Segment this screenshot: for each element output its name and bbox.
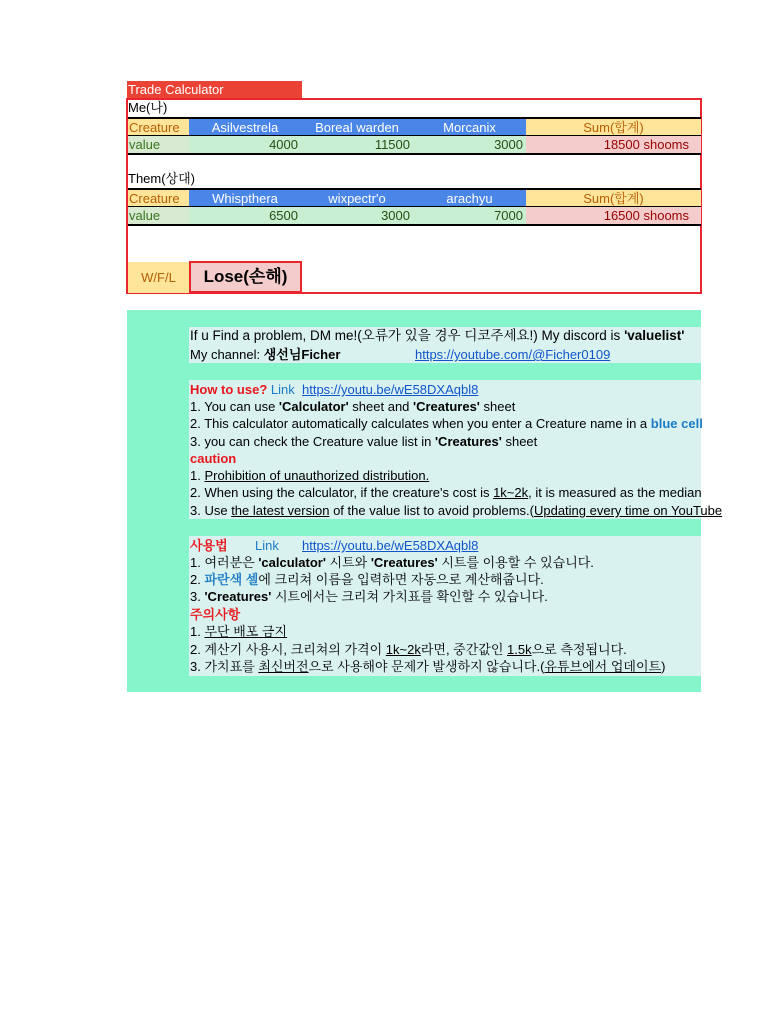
problem-text: If u Find a problem, DM me!(오류가 있을 경우 디코주세요!) My discord is [190, 328, 625, 343]
ko-title: 사용법 [190, 538, 228, 553]
them-sum-label: Sum(합계) [526, 190, 701, 206]
caution-title: caution [190, 451, 237, 466]
them-creature-row [128, 188, 701, 207]
them-value-row [128, 207, 701, 226]
them-creature-3[interactable]: arachyu [413, 190, 526, 206]
ko-link-label: Link [255, 538, 279, 553]
kc2-range: 1k~2k [385, 642, 421, 657]
wfl-label: W/F/L [128, 262, 189, 293]
me-sum-label: Sum(합계) [526, 119, 701, 135]
result-value: Lose(손해) [189, 261, 302, 293]
ko-caution-2 [190, 641, 627, 658]
me-value-row [128, 136, 701, 155]
caution-3-updating: Updating every time on YouTube [533, 503, 723, 518]
en-step-2 [190, 415, 701, 432]
them-creature-2[interactable]: wixpectr'o [301, 190, 413, 206]
channel-name: 생선님Ficher [263, 347, 341, 362]
en2-blue-cell: blue cell [650, 416, 703, 431]
caution-2 [190, 484, 701, 501]
caution-2-a: 2. When using the calculator, if the creature's cost is [190, 485, 494, 500]
caution-3-c: of the value list to avoid problems.( [329, 503, 534, 518]
ko-step-3 [190, 588, 548, 605]
ko-step-1 [190, 554, 594, 571]
how-to-use-line [190, 381, 295, 398]
how-link-label: Link [270, 382, 295, 397]
kc2-e: 으로 측정됩니다. [531, 642, 627, 657]
en1-sheet: sheet [479, 399, 516, 414]
discord-name: 'valuelist' [624, 328, 685, 343]
kc3-e: ) [661, 659, 666, 674]
caution-1: 1. Prohibition of unauthorized distribution. [190, 468, 430, 483]
kc3-latest: 최신버전 [258, 659, 309, 674]
ko1-c: 시트와 [325, 555, 371, 570]
en-step-3 [190, 433, 537, 450]
them-label: Them(상대) [128, 171, 196, 186]
ko2-blue-cell: 파란색 셀 [204, 572, 259, 587]
channel-link[interactable]: https://youtube.com/@Ficher0109 [415, 347, 611, 362]
ko2-c: 에 크리쳐 이름을 입력하면 자동으로 계산해줍니다. [258, 572, 544, 587]
en1-creatures: 'Creatures' [413, 399, 480, 414]
me-creature-1[interactable]: Asilvestrela [189, 119, 301, 135]
caution-3 [190, 502, 723, 519]
caution-2-range: 1k~2k [493, 485, 529, 500]
how-to-use-title: How to use? [190, 382, 268, 397]
en1-text: 1. You can use [190, 399, 279, 414]
en3-creatures: 'Creatures' [434, 434, 502, 449]
kc2-median: 1.5k [507, 642, 532, 657]
me-creature-label: Creature [128, 119, 189, 135]
ko1-creatures: 'Creatures' [370, 555, 438, 570]
en3-sheet: sheet [501, 434, 538, 449]
ko-caution-1: 1. 무단 배포 금지 [190, 624, 288, 639]
en-step-1 [190, 398, 515, 415]
ko-caution-3 [190, 658, 665, 675]
me-creature-3[interactable]: Morcanix [413, 119, 526, 135]
me-creature-2[interactable]: Boreal warden [301, 119, 413, 135]
caution-3-latest: the latest version [231, 503, 330, 518]
kc3-c: 으로 사용해야 문제가 발생하지 않습니다.( [308, 659, 545, 674]
them-value-label: value [128, 207, 189, 224]
en1-calculator: 'Calculator' [278, 399, 349, 414]
ko-caution-1-text: 무단 배포 금지 [204, 624, 288, 639]
me-value-3: 3000 [413, 136, 526, 153]
me-label: Me(나) [128, 100, 168, 115]
kc2-c: 라면, 중간값인 [420, 642, 508, 657]
me-creature-row [128, 117, 701, 136]
ko-step-2 [190, 571, 544, 588]
ko-caution-title: 주의사항 [190, 607, 241, 622]
ko3-creatures: 'Creatures' [204, 589, 272, 604]
them-sum-value: 16500 shooms [526, 207, 701, 224]
kc2-a: 2. 계산기 사용시, 크리쳐의 가격이 [190, 642, 386, 657]
en2-text: 2. This calculator automatically calculates when you enter a Creature name in a [190, 416, 651, 431]
them-value-1: 6500 [189, 207, 301, 224]
kc3-youtube: 유튜브에서 업데이트 [544, 659, 662, 674]
sheet-title: Trade Calculator [127, 81, 302, 99]
kc3-a: 3. 가치표를 [190, 659, 259, 674]
me-sum-value: 18500 shooms [526, 136, 701, 153]
channel-line [190, 346, 340, 363]
ko1-a: 1. 여러분은 [190, 555, 259, 570]
me-value-1: 4000 [189, 136, 301, 153]
caution-2-c: , it is measured as the median [528, 485, 702, 500]
ko-tutorial-link[interactable]: https://youtu.be/wE58DXAqbl8 [302, 538, 479, 553]
them-creature-label: Creature [128, 190, 189, 206]
caution-3-a: 3. Use [190, 503, 232, 518]
them-value-3: 7000 [413, 207, 526, 224]
problem-line [190, 327, 701, 344]
ko3-a: 3. [190, 589, 205, 604]
tutorial-link[interactable]: https://youtu.be/wE58DXAqbl8 [302, 382, 479, 397]
me-value-2: 11500 [301, 136, 413, 153]
ko3-c: 시트에서는 크리쳐 가치표를 확인할 수 있습니다. [271, 589, 548, 604]
ko1-calculator: 'calculator' [258, 555, 326, 570]
caution-1-text: Prohibition of unauthorized distribution. [204, 468, 430, 483]
channel-prefix: My channel: [190, 347, 264, 362]
them-creature-1[interactable]: Whispthera [189, 190, 301, 206]
en3-text: 3. you can check the Creature value list in [190, 434, 435, 449]
them-value-2: 3000 [301, 207, 413, 224]
me-value-label: value [128, 136, 189, 153]
ko1-e: 시트를 이용할 수 있습니다. [437, 555, 594, 570]
en1-and: sheet and [348, 399, 414, 414]
ko2-a: 2. [190, 572, 205, 587]
